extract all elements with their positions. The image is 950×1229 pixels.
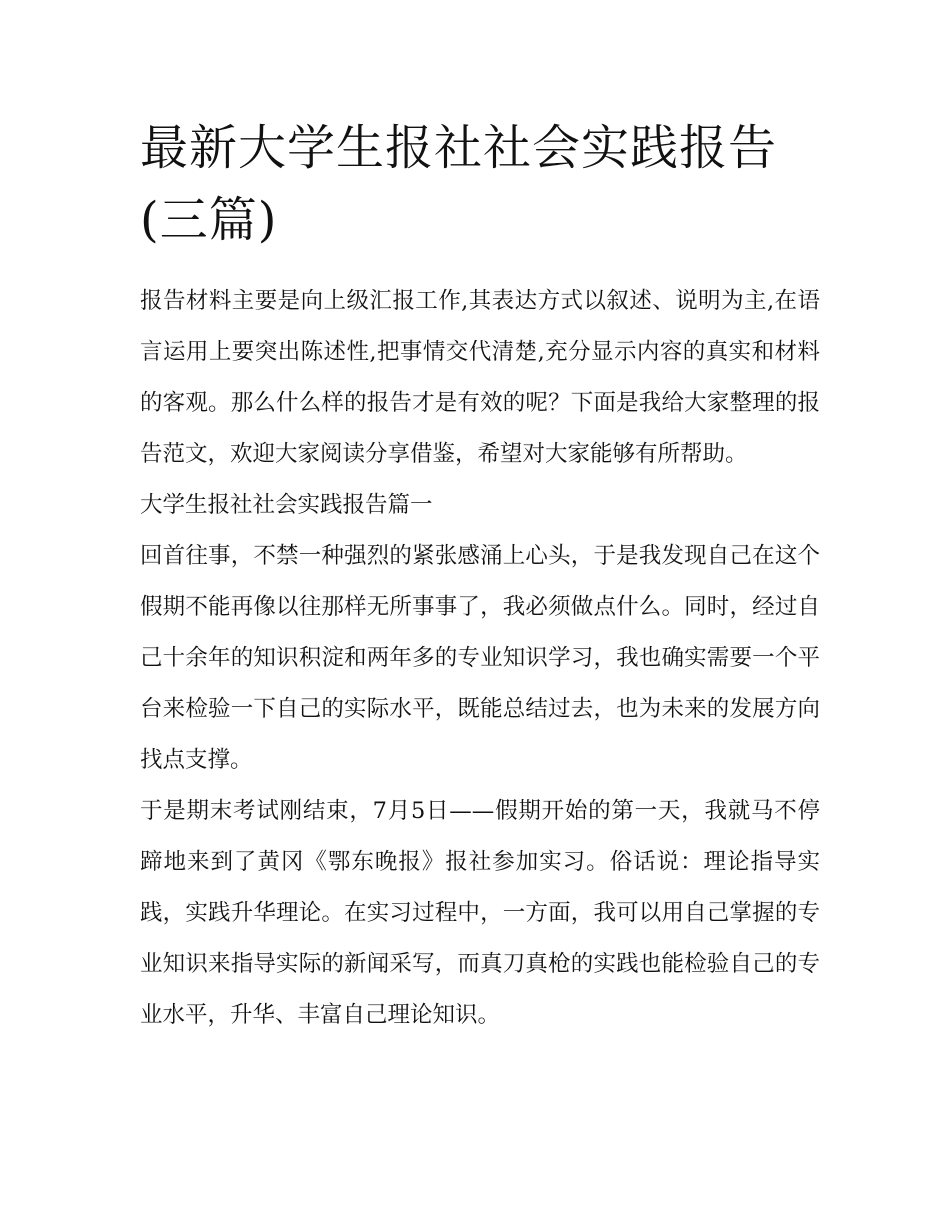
intro-paragraph: 报告材料主要是向上级汇报工作,其表达方式以叙述、说明为主,在语言运用上要突出陈述性,把事情交代清楚,充分显示内容的真实和材料的客观。那么什么样的报告才是有效的呢？下面是我给大家整理的报告范文，欢迎大家阅读分享借鉴，希望对大家能够有所帮助。 [140, 288, 820, 467]
section-heading: 大学生报社社会实践报告篇一 [140, 492, 433, 518]
body-paragraph-2: 于是期末考试刚结束，7月5日——假期开始的第一天，我就马不停蹄地来到了黄冈《鄂东晚报》报社参加实习。俗话说：理论指导实践，实践升华理论。在实习过程中，一方面，我可以用自己掌握的专业知识来指导实际的新闻采写，而真刀真枪的实践也能检验自己的专业水平，升华、丰富自己理论知识。 [140, 798, 820, 1028]
document-title: 最新大学生报社社会实践报告(三篇) [140, 120, 778, 248]
document-body [140, 276, 820, 1041]
body-paragraph-1: 回首往事，不禁一种强烈的紧张感涌上心头，于是我发现自己在这个假期不能再像以往那样无所事事了，我必须做点什么。同时，经过自己十余年的知识积淀和两年多的专业知识学习，我也确实需要一个平台来检验一下自己的实际水平，既能总结过去，也为未来的发展方向找点支撑。 [140, 543, 820, 773]
